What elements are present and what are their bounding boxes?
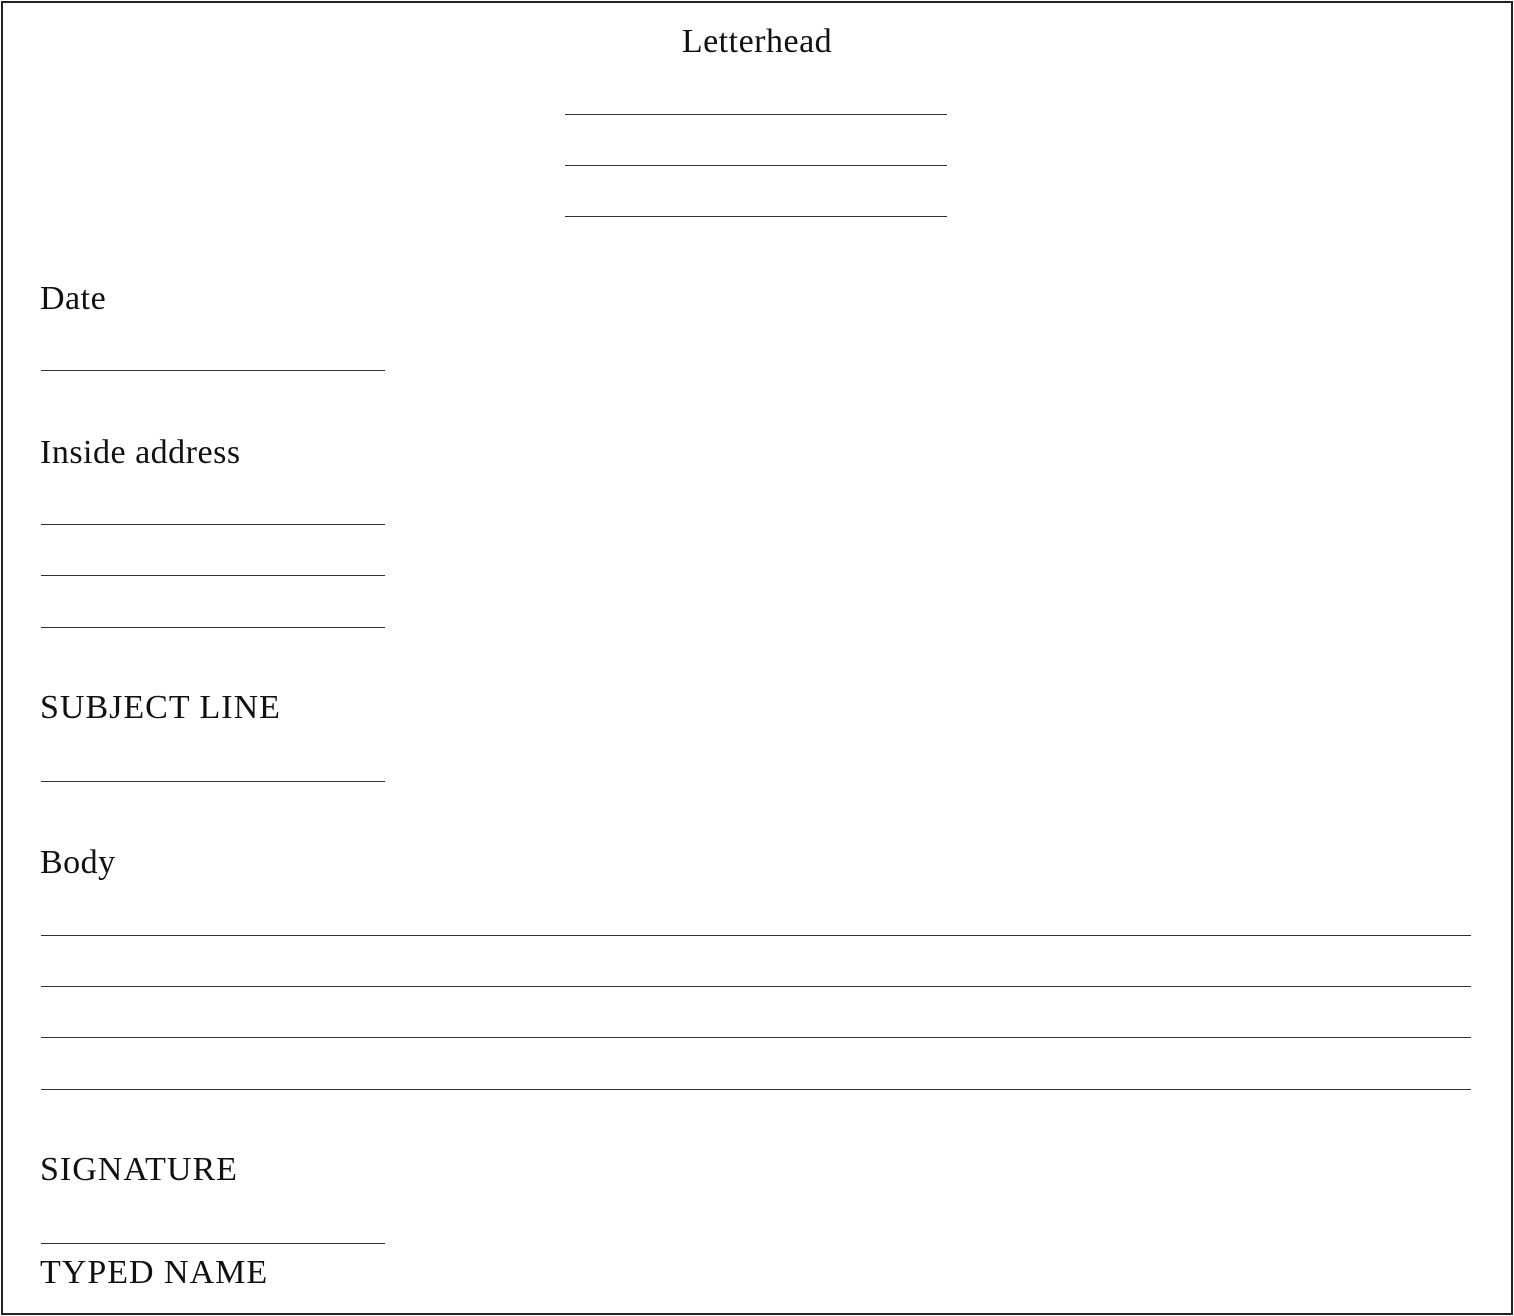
inside-address-line-2[interactable]	[41, 575, 385, 576]
date-line[interactable]	[41, 370, 385, 371]
inside-address-line-3[interactable]	[41, 627, 385, 628]
subject-line-label: SUBJECT LINE	[40, 689, 281, 726]
letterhead-line-2[interactable]	[565, 165, 947, 166]
letterhead-line-3[interactable]	[565, 216, 947, 217]
body-line-4[interactable]	[41, 1089, 1471, 1090]
typed-name-label: TYPED NAME	[40, 1254, 269, 1291]
letterhead-title: Letterhead	[681, 23, 833, 60]
inside-address-line-1[interactable]	[41, 524, 385, 525]
date-label: Date	[40, 280, 107, 317]
letterhead-line-1[interactable]	[565, 114, 947, 115]
body-line-3[interactable]	[41, 1037, 1471, 1038]
subject-line[interactable]	[41, 781, 385, 782]
body-line-1[interactable]	[41, 935, 1471, 936]
signature-line[interactable]	[41, 1243, 385, 1244]
letter-template-frame	[1, 1, 1513, 1315]
inside-address-label: Inside address	[40, 434, 241, 471]
signature-label: SIGNATURE	[40, 1151, 238, 1188]
body-label: Body	[40, 844, 116, 881]
body-line-2[interactable]	[41, 986, 1471, 987]
